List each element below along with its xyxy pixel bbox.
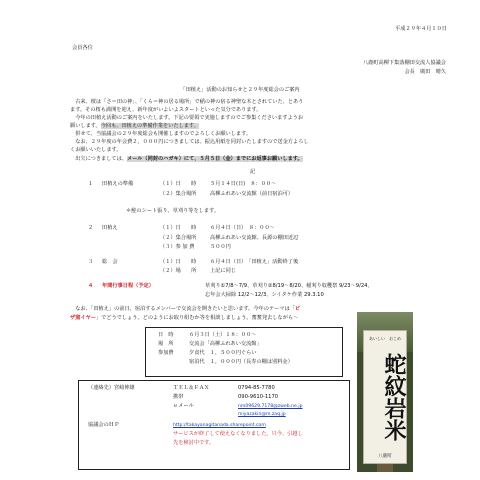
item-2-date-key: （１）日 時 <box>160 225 197 231</box>
mobile-label: 携帯 <box>173 394 184 400</box>
item-3-date-value: ６月４日（日） 「田植え」活動終了後 <box>210 259 299 265</box>
party-line-1: なお、「田植え」の前日、宿泊するメンバーで交流会を開きたいと思います。今年のテーマは「ピ <box>70 306 301 312</box>
reply-deadline: メール（同封のハガキ）にて、５月５日（金）までにお返事お願いします。 <box>126 156 303 162</box>
event-fee-value: 夕食代 １，５００円ぐらい <box>189 350 257 356</box>
item-2-number: ２ <box>88 225 94 231</box>
item-1-label: 田植えの準備 <box>102 181 134 187</box>
sign-top-text: あいしい おこめ <box>369 336 401 341</box>
mail-label: ｅメール <box>173 403 194 409</box>
sign-bottom-text: 八鹿町 <box>378 454 392 459</box>
item-2-fee-value: ５００円 <box>210 244 231 250</box>
item-4-number: ４ <box>88 283 94 289</box>
item-1-number: １ <box>88 181 94 187</box>
recipient: 会員各位 <box>72 45 93 51</box>
body-line-8: 出欠につきましては、メール（同封のハガキ）にて、５月５日（金）までにお返事お願いします。 <box>70 156 303 162</box>
item-1-note: ＊鮭のシート張り、草刈り等をします。 <box>126 208 219 214</box>
mail-link-2[interactable]: miyazakin@m.zaq.jp <box>238 412 286 417</box>
body-line-7: くお願いいたします。 <box>70 147 122 153</box>
event-date-value: ６月３日（土）１８：００～ <box>189 332 257 338</box>
body-line-3: 今年の田植え活動のご案内をいたします。下記の要領で実施しますのでご参集くださいますようお <box>70 115 304 121</box>
sign-main-text: 蛇紋岩米 <box>381 353 407 441</box>
item-1-place-key: （２）集合場所 <box>160 191 197 197</box>
item-2-label: 田植え <box>102 225 118 231</box>
tel-number: 0794-85-7780 <box>238 385 275 391</box>
mail-link-1[interactable]: nm09629.7178@zweb.ne.jp <box>238 404 303 409</box>
contact-person: （連絡先）宮崎伸雄 <box>88 385 135 391</box>
theme-highlight-1: ピ <box>294 306 301 312</box>
item-1-date-key: （１）日 時 <box>160 181 197 187</box>
body-line-2: ます。その桜も満開を迎え、新年度がいよいよスタートといった気分であります。 <box>70 107 262 113</box>
event-fee-key: 参加費 <box>158 350 174 356</box>
hp-notice-1: サービスが終了して使えなくなりました。只今、引越し <box>173 431 303 437</box>
mobile-number: 090-9610-1170 <box>238 394 279 400</box>
hp-label: 協議会のＨＰ <box>88 422 120 428</box>
schedule-line-1: 草刈り①7/8～7/9、草刈り②8/19～8/20、稲刈り収穫祭 9/23～9/24、 <box>205 283 373 289</box>
item-2-place-key: （２）集合場所 <box>160 235 197 241</box>
hp-link[interactable]: http://takayanagitanada.sharepoint.com <box>173 423 266 428</box>
item-2-place-value: 高柳ふれあい交流館、長源の棚田近辺 <box>210 235 299 241</box>
item-2-date-value: ６月４日（日） ８：００～ <box>210 225 275 231</box>
document-title: 「田植え」活動のお知らせと２９年度総会のご案内 <box>180 87 300 93</box>
tel-label: ＴＥＬ＆ＦＡＸ <box>173 385 210 391</box>
rice-signboard-photo <box>357 312 413 472</box>
theme-highlight-2: ザ窯イヤー <box>70 315 96 321</box>
event-lodging-value: 宿泊代 １，０００円（長寿の棚は別料金） <box>189 359 293 365</box>
item-3-date-key: （１）日 時 <box>160 259 197 265</box>
item-2-fee-key: （３）参 加 費 <box>160 244 195 250</box>
item-3-number: ３ <box>88 259 94 265</box>
item-3-place-value: 上記に同じ <box>210 268 236 274</box>
date: 平成２９年４月１０日 <box>395 26 447 32</box>
hp-notice-2: 先を検討中です。 <box>173 440 215 446</box>
item-1-date-value: ５月１４日(日) ８：００～ <box>210 181 277 187</box>
body-line-5: 併せて、当協議会の２９年度総会も開催しますのでよろしくお願いします。 <box>70 131 252 137</box>
prep-work-highlight: 今回も、田植えの準備作業をいたします。 <box>100 123 199 129</box>
event-place-value: 交流会「高柳ふれあい交流館」 <box>189 341 262 347</box>
item-3-label: 総 会 <box>102 259 118 265</box>
sender-org: 八鹿町高柳下集落棚田交流人協議会 <box>362 60 446 66</box>
item-1-place-value: 高柳ふれあい交流館（前日宿泊可） <box>210 191 294 197</box>
sender-chair: 会長 廣田 晴久 <box>404 69 446 75</box>
event-date-key: 日 時 <box>158 332 174 338</box>
schedule-label: 年間行事日程（予定） <box>102 283 154 289</box>
body-line-1: 古来、桜は「さ＝田の神」、「くら＝神の居る場所」で稲の神の宿る神聖な木とされていた、とあり <box>70 99 304 105</box>
schedule-line-2: 忘年会大掃除 12/2～12/3、シイタケ作業 29.3.10 <box>205 292 324 298</box>
event-place-key: 場 所 <box>158 341 174 347</box>
item-3-place-key: （２）場 所 <box>160 268 197 274</box>
party-line-2: ザ窯イヤー」でどうでしょう。どのようにお取り組むか等を相談しましょう。奮奮発去しながら～ <box>70 315 299 321</box>
ki-heading: 記 <box>250 169 256 175</box>
body-line-6: なお、２９年度の年会費２，０００円につきましては、振込用紙を同封いたしますので送金方よろし <box>70 139 309 145</box>
body-line-4: 願いします。今回も、田植えの準備作業をいたします。 <box>70 123 199 129</box>
signboard <box>363 330 407 464</box>
